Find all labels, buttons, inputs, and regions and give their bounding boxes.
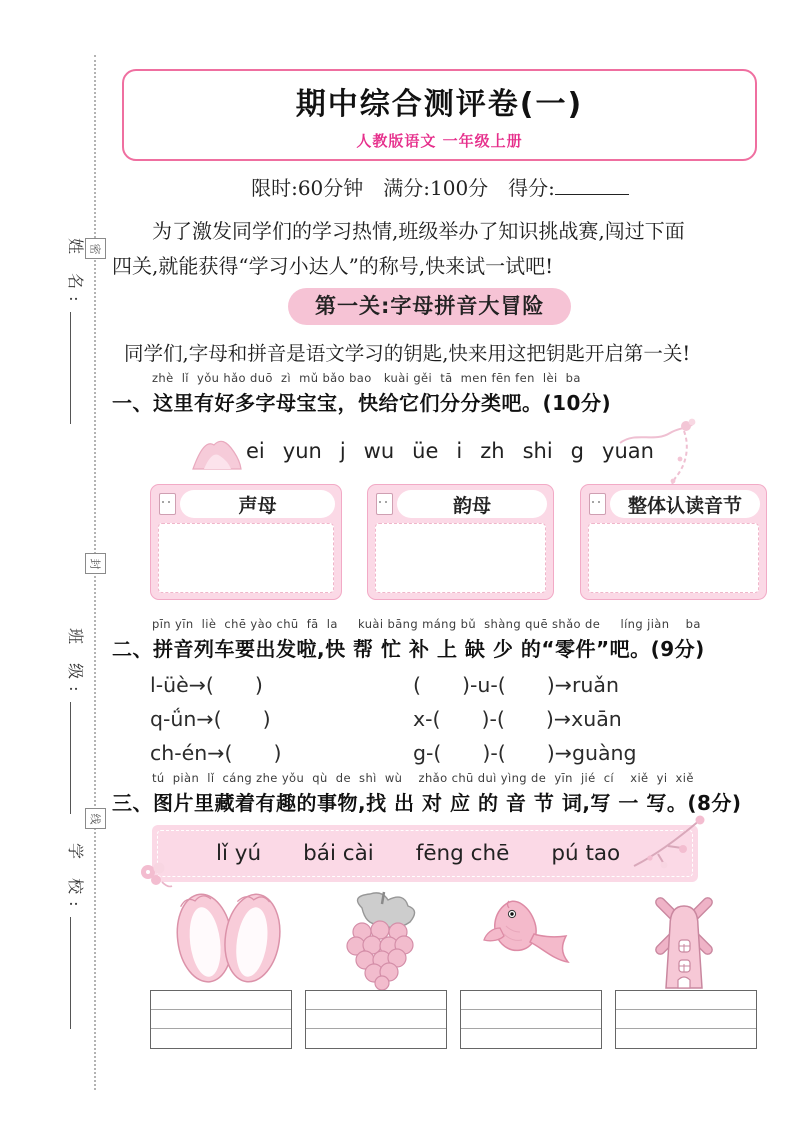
windmill-picture — [640, 886, 728, 990]
word-fengche: fēng chē — [415, 841, 510, 866]
q2-stem: 二、拼音列车要出发啦,快 帮 忙 补 上 缺 少 的“零件”吧。(9分) — [112, 637, 705, 661]
score-blank[interactable] — [555, 180, 629, 195]
q3-pinyin: tú piàn lǐ cáng zhe yǒu qù de shì wù zhǎo chū duì yìng de yīn jié cí xiě yi xiě — [152, 771, 694, 785]
letter-item: zh — [480, 439, 505, 463]
word-liyu: lǐ yú — [216, 841, 262, 866]
q2-row3-right[interactable]: g-( )-( )→guàng — [413, 741, 637, 765]
fish-picture — [476, 898, 580, 976]
category-box-zhengti — [580, 484, 767, 600]
grapes-picture — [332, 888, 434, 990]
pinyin-grid-1[interactable] — [150, 990, 292, 1049]
category-box-shengmu — [150, 484, 342, 600]
letter-item: ei — [246, 439, 265, 463]
class-label: 班 级: — [66, 628, 85, 699]
answer-area-shengmu[interactable] — [158, 523, 334, 593]
q2-row2-right[interactable]: x-( )-( )→xuān — [413, 707, 622, 731]
q2-row1-right[interactable]: ( )-u-( )→ruǎn — [413, 673, 619, 697]
pinyin-grid-4[interactable] — [615, 990, 757, 1049]
seal-char-xian: 线 — [85, 808, 106, 829]
mountain-icon — [190, 434, 244, 471]
seal-char-mi: 密 — [85, 238, 106, 259]
q3-stem: 三、图片里藏着有趣的事物,找 出 对 应 的 音 节 词,写 一 写。(8分) — [112, 791, 742, 815]
answer-area-zhengti[interactable] — [588, 523, 759, 593]
q1-stem: 一、这里有好多字母宝宝，快给它们分分类吧。(10分) — [112, 391, 612, 415]
q1-letters-row — [246, 439, 654, 463]
intro-line-2: 四关,就能获得“学习小达人”的称号,快来试一试吧! — [112, 254, 554, 278]
title-box — [122, 69, 757, 161]
word-bank-words — [157, 830, 693, 877]
q3-word-bank — [152, 825, 698, 882]
info-line — [150, 172, 730, 201]
letter-item: yun — [282, 439, 322, 463]
class-blank[interactable] — [70, 702, 75, 814]
school-label: 学 校: — [66, 843, 85, 914]
page-subtitle: 人教版语文 一年级上册 — [356, 132, 523, 150]
intro-paragraph — [112, 214, 764, 284]
letter-item: üe — [412, 439, 439, 463]
section1-badge: 第一关:字母拼音大冒险 — [288, 288, 571, 325]
letter-item: wu — [363, 439, 395, 463]
q2-row3-left[interactable]: ch-én→( ) — [150, 741, 282, 765]
school-field — [65, 843, 88, 1029]
page-title: 期中综合测评卷(一) — [295, 87, 584, 122]
book-icon — [376, 493, 393, 515]
name-blank[interactable] — [70, 312, 75, 424]
word-baicai: bái cài — [303, 841, 374, 866]
name-field — [65, 238, 88, 424]
book-icon — [589, 493, 606, 515]
word-putao: pú tao — [551, 841, 621, 866]
book-icon — [159, 493, 176, 515]
letter-item: yuan — [602, 439, 654, 463]
category-label: 声母 — [180, 490, 335, 518]
q2-pinyin: pīn yīn liè chē yào chū fā la kuài bāng máng bǔ shàng quē shǎo de líng jiàn ba — [152, 617, 701, 631]
blossom-branch-icon — [630, 812, 706, 874]
section1-lead: 同学们,字母和拼音是语文学习的钥匙,快来用这把钥匙开启第一关! — [124, 342, 691, 365]
category-label: 整体认读音节 — [610, 490, 760, 518]
letter-item: j — [339, 439, 346, 463]
info-text: 限时:60分钟 满分:100分 得分: — [251, 176, 555, 200]
category-box-yunmu — [367, 484, 554, 600]
category-label: 韵母 — [397, 490, 547, 518]
pinyin-grid-3[interactable] — [460, 990, 602, 1049]
q2-row1-left[interactable]: l-üè→( ) — [150, 673, 263, 697]
letter-item: shi — [522, 439, 553, 463]
q1-pinyin: zhè lǐ yǒu hǎo duō zì mǔ bǎo bao kuài gěi tā men fēn fen lèi ba — [152, 371, 581, 385]
cabbage-picture — [160, 886, 294, 988]
q2-row2-left[interactable]: q-ǘn→( ) — [150, 707, 271, 731]
name-label: 姓 名: — [66, 238, 85, 309]
letter-item: g — [570, 439, 585, 463]
intro-line-1: 为了激发同学们的学习热情,班级举办了知识挑战赛,闯过下面 — [152, 219, 685, 243]
letter-item: i — [456, 439, 463, 463]
answer-area-yunmu[interactable] — [375, 523, 546, 593]
class-field — [65, 628, 88, 814]
pinyin-grid-2[interactable] — [305, 990, 447, 1049]
school-blank[interactable] — [70, 917, 75, 1029]
seal-char-feng: 封 — [85, 553, 106, 574]
